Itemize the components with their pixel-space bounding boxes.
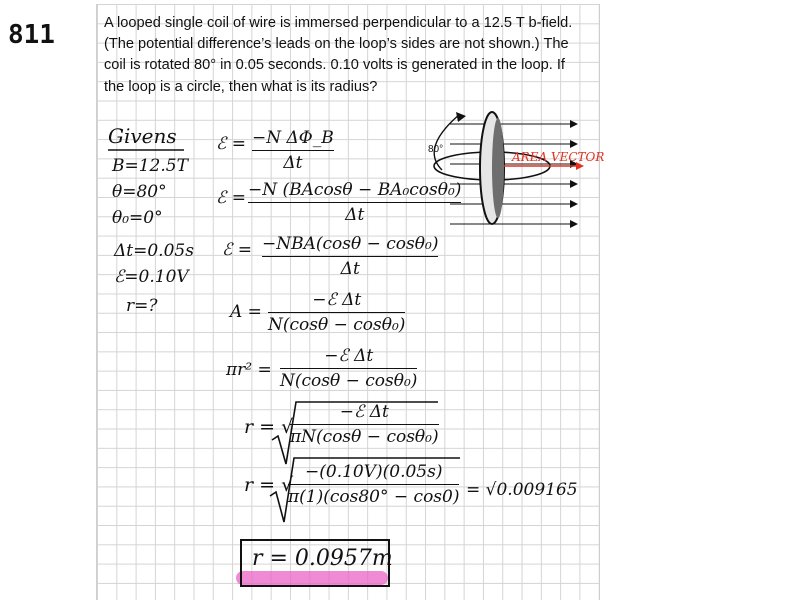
- coil-rotation-diagram: [420, 108, 610, 238]
- eq1-numerator: −N ΔΦ_B: [252, 128, 334, 148]
- eq5-bar: [280, 368, 417, 369]
- given-theta: θ=80°: [112, 182, 167, 202]
- given-delta-t: Δt=0.05s: [114, 241, 194, 261]
- area-vector-label: AREA VECTOR: [512, 150, 605, 164]
- eq5-fraction: [280, 346, 417, 391]
- eq1-bar: [252, 150, 334, 151]
- b-field-arrowheads: [570, 120, 578, 228]
- eq6-denominator: πN(cosθ − cosθ₀): [290, 427, 439, 447]
- b-field-lines: [450, 124, 570, 224]
- eq1-denominator: Δt: [283, 153, 303, 173]
- final-answer: r = 0.0957m: [252, 546, 393, 571]
- problem-number: 811: [8, 20, 55, 50]
- eq3-denominator: Δt: [340, 259, 360, 279]
- given-radius: r=?: [126, 296, 158, 316]
- eq7-denominator: π(1)(cos80° − cos0): [288, 487, 460, 507]
- eq7-lhs: r = √: [244, 474, 294, 496]
- eq2-denominator: Δt: [345, 205, 365, 225]
- eq6-lhs: r = √: [244, 416, 294, 438]
- given-b-field: B=12.5T: [112, 156, 188, 176]
- eq4-denominator: N(cosθ − cosθ₀): [268, 315, 406, 335]
- eq3-lhs: ℰ =: [222, 240, 252, 260]
- rotation-arrowhead: [456, 112, 466, 122]
- problem-text: A looped single coil of wire is immersed perpendicular to a 12.5 T b-field. (The potential difference’s leads on the loop’s sides are not shown.) The coil is rotated 80° in 0.05 seconds. 0.10 volts is generated in the loop. If the loop is a circle, then what is its radius?: [104, 15, 573, 95]
- eq2-numerator: −N (BAcosθ − BA₀cosθ₀): [248, 180, 462, 200]
- eq4-fraction: [268, 290, 405, 335]
- eq4-bar: [268, 312, 405, 313]
- eq7-numerator: −(0.10V)(0.05s): [305, 462, 443, 482]
- eq1-fraction: [252, 128, 334, 173]
- eq7-result: = √0.009165: [466, 480, 578, 500]
- givens-heading: Givens: [108, 124, 177, 148]
- eq7-radical-sign: [270, 456, 464, 524]
- eq4-numerator: −ℰ Δt: [312, 290, 362, 310]
- eq3-bar: [262, 256, 438, 257]
- eq3-numerator: −NBA(cosθ − cosθ₀): [262, 234, 439, 254]
- givens-underline: [108, 148, 188, 152]
- eq5-lhs: πr² =: [226, 360, 272, 380]
- eq5-denominator: N(cosθ − cosθ₀): [280, 371, 418, 391]
- eq1-lhs: ℰ =: [216, 134, 246, 154]
- eq6-numerator: −ℰ Δt: [339, 402, 389, 422]
- given-emf: ℰ=0.10V: [114, 267, 189, 287]
- eq3-fraction: [262, 234, 438, 279]
- given-theta-0: θ₀=0°: [112, 208, 163, 228]
- eq4-lhs: A =: [230, 302, 262, 322]
- diagram-angle-label: 80°: [428, 144, 444, 155]
- eq5-numerator: −ℰ Δt: [324, 346, 374, 366]
- eq2-lhs: ℰ =: [216, 188, 246, 208]
- coil-upright-shade: [492, 118, 504, 218]
